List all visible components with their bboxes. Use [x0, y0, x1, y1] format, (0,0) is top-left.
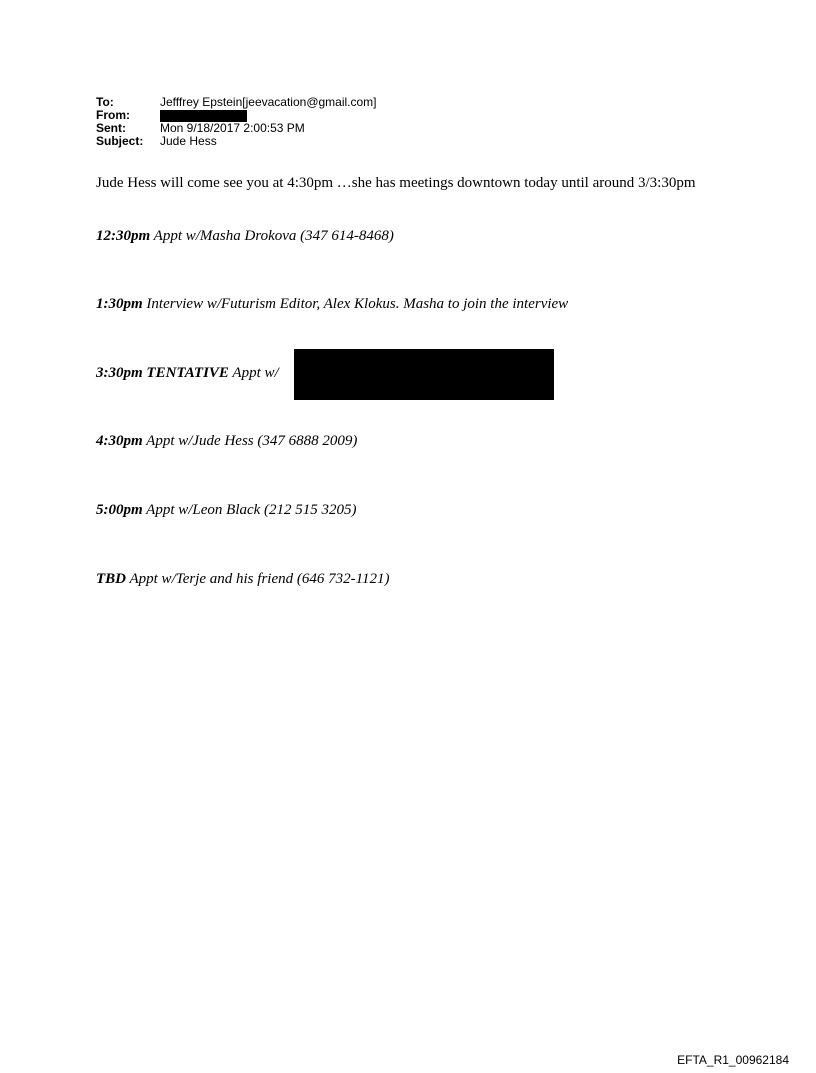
to-label: To: — [96, 95, 114, 109]
appointment-time: 1:30pm — [96, 296, 143, 312]
document-id: EFTA_R1_00962184 — [677, 1053, 789, 1067]
appointment-item — [96, 364, 279, 383]
appointment-item — [96, 432, 357, 451]
subject-value: Jude Hess — [160, 134, 217, 148]
redaction-box — [294, 349, 554, 400]
appointment-time: TBD — [96, 571, 126, 587]
appointment-time: 3:30pm TENTATIVE — [96, 365, 229, 381]
appointment-text: Appt w/Leon Black (212 515 3205) — [142, 502, 357, 518]
appointment-text: Appt w/Jude Hess (347 6888 2009) — [142, 433, 358, 449]
from-label: From: — [96, 108, 130, 122]
appointment-text: Appt w/Masha Drokova (347 614-8468) — [150, 228, 394, 244]
to-value: Jefffrey Epstein[jeevacation@gmail.com] — [160, 95, 377, 109]
email-header — [96, 96, 377, 148]
appointment-time: 12:30pm — [96, 228, 151, 244]
sent-value: Mon 9/18/2017 2:00:53 PM — [160, 121, 305, 135]
appointment-time: 5:00pm — [96, 502, 143, 518]
appointment-item — [96, 295, 568, 314]
appointment-item — [96, 227, 394, 246]
to-row — [96, 96, 377, 109]
appointment-item — [96, 570, 389, 589]
subject-row — [96, 135, 377, 148]
sent-label: Sent: — [96, 121, 126, 135]
subject-label: Subject: — [96, 134, 144, 148]
appointment-item — [96, 501, 357, 520]
appointment-text: Appt w/ — [228, 365, 279, 381]
appointment-text: Appt w/Terje and his friend (646 732-1121) — [126, 571, 390, 587]
intro-paragraph: Jude Hess will come see you at 4:30pm …she has meetings downtown today until around 3/3:30pm — [96, 175, 696, 191]
appointment-time: 4:30pm — [96, 433, 143, 449]
appointment-text: Interview w/Futurism Editor, Alex Klokus. Masha to join the interview — [142, 296, 569, 312]
